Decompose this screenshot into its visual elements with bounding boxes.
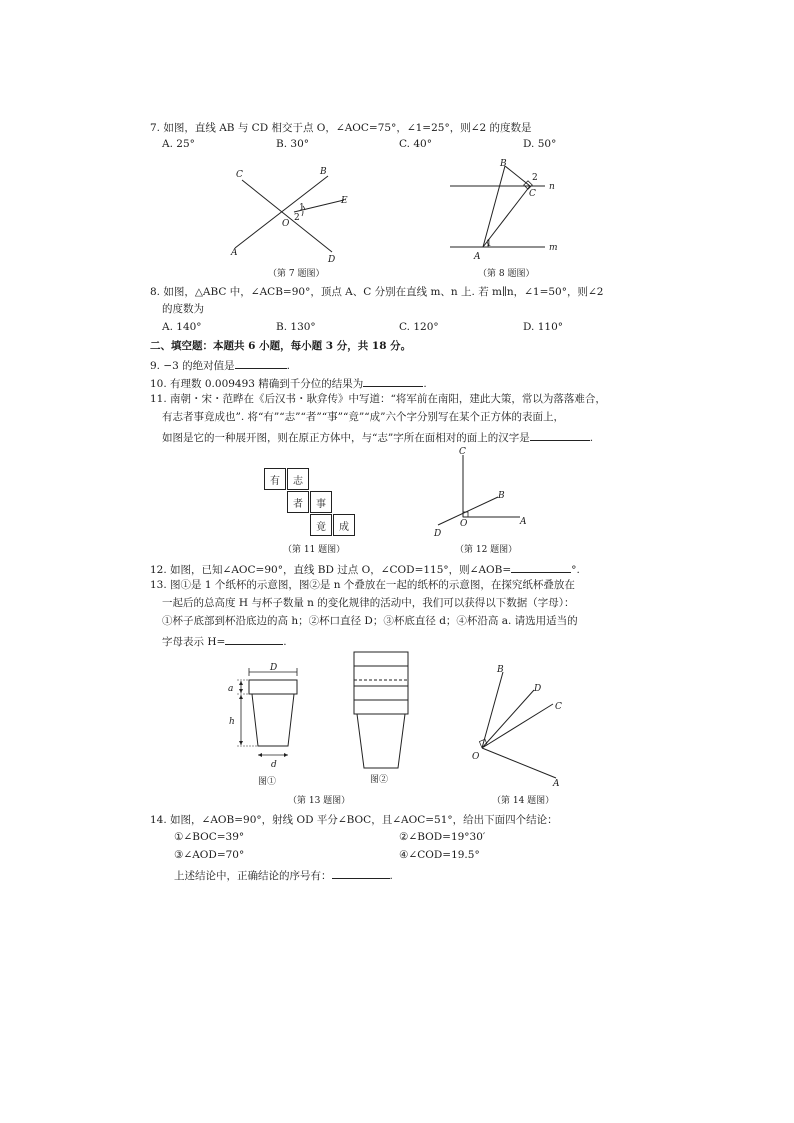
fig7-label-d: D (328, 255, 336, 265)
fig7-label-e: E (341, 196, 348, 206)
fig14-caption: （第 14 题图） (492, 796, 555, 806)
figure-7 (220, 160, 370, 265)
fig7-label-a: A (231, 248, 238, 258)
fig13-label-d-upper: D (270, 663, 278, 673)
figure-13-stack (350, 650, 412, 785)
q13-line4-text: 字母表示 H= (162, 636, 226, 648)
fig7-label-2: 2 (294, 213, 300, 223)
q8-stem-line2: 的度数为 (162, 303, 204, 315)
q10-stem: 10. 有理数 0.009493 精确到千分位的结果为 (150, 378, 364, 390)
net-cell: 有 (264, 468, 286, 490)
fig13-label-a: a (228, 684, 234, 694)
q13-line2: 一起后的总高度 H 与杯子数量 n 的变化规律的活动中，我们可以获得以下数据（字母）： (162, 597, 575, 609)
q14-conclusion-1: ①∠BOC=39° (174, 831, 245, 843)
q9-line (150, 357, 290, 373)
net-cell: 竟 (310, 514, 332, 536)
fig7-label-b: B (320, 167, 327, 177)
q8-stem-line1: 8. 如图，△ABC 中，∠ACB=90°，顶点 A、C 分别在直线 m、n 上. 若 m∥n，∠1=50°，则∠2 (150, 286, 604, 298)
q9-stem: 9. −3 的绝对值是 (150, 360, 235, 372)
net-cell: 志 (287, 468, 309, 490)
q13-line3: ①杯子底部到杯沿底边的高 h；②杯口直径 D；③杯底直径 d；④杯沿高 a. 请选用适当的 (162, 615, 578, 627)
fig12-caption: （第 12 题图） (455, 545, 518, 555)
q13-line1: 13. 图①是 1 个纸杯的示意图，图②是 n 个叠放在一起的纸杯的示意图，在探究纸杯叠放在 (150, 579, 575, 591)
figure-12 (430, 445, 540, 540)
q12-line (150, 561, 580, 577)
q8-option-b: B. 130° (276, 321, 316, 333)
fig13-caption: （第 13 题图） (288, 796, 351, 806)
q7-stem: 7. 如图，直线 AB 与 CD 相交于点 O，∠AOC=75°，∠1=25°，则∠2 的度数是 (150, 122, 532, 134)
q13-end: . (283, 636, 287, 648)
q14-stem: 14. 如图，∠AOB=90°，射线 OD 平分∠BOC，且∠AOC=51°，给出下面四个结论： (150, 814, 558, 826)
q11-line3 (162, 429, 593, 445)
fig7-label-1: 1 (299, 203, 305, 213)
q11-line2: 有志者事竟成也”. 将“有”“志”“者”“事”“竟”“成”六个字分别写在某个正方体的表面上， (162, 411, 564, 423)
fig14-label-c: C (555, 702, 562, 712)
fig13-label-d-lower: d (271, 760, 277, 770)
q12-answer-blank[interactable] (511, 561, 571, 573)
q9-end: . (286, 360, 291, 372)
q11-line1: 11. 南朝・宋・范晔在《后汉书・耿弇传》中写道：“将军前在南阳，建此大策，常以为落落难合， (150, 393, 606, 405)
q13-answer-blank[interactable] (225, 633, 283, 645)
q14-end: . (389, 870, 393, 882)
fig8-caption: （第 8 题图） (478, 269, 535, 279)
fig12-label-o: O (460, 519, 468, 529)
fig7-label-o: O (282, 219, 290, 229)
q7-option-c: C. 40° (399, 138, 432, 150)
q14-ask-line (174, 867, 393, 883)
fig8-label-b: B (500, 159, 507, 169)
q10-end: . (423, 378, 427, 390)
fig7-label-c: C (236, 170, 243, 180)
fig8-label-n: n (549, 182, 555, 192)
q14-conclusion-3: ③∠AOD=70° (174, 849, 245, 861)
q11-end: . (589, 432, 594, 444)
fig12-label-d: D (434, 529, 442, 539)
net-cell: 事 (310, 491, 332, 513)
fig8-label-a: A (474, 252, 481, 262)
fig8-label-c: C (529, 189, 536, 199)
q11-line3-text: 如图是它的一种展开图，则在原正方体中，与“志”字所在面相对的面上的汉字是 (162, 432, 530, 444)
fig12-label-b: B (498, 491, 505, 501)
section-2-title: 二、填空题：本题共 6 小题，每小题 3 分，共 18 分。 (150, 340, 412, 352)
figure-8 (445, 158, 565, 266)
net-cell: 成 (333, 514, 355, 536)
q12-stem: 12. 如图，已知∠AOC=90°，直线 BD 过点 O，∠COD=115°，则∠AOB= (150, 564, 512, 576)
q14-conclusion-4: ④∠COD=19.5° (399, 849, 480, 861)
fig12-label-a: A (520, 517, 527, 527)
q9-answer-blank[interactable] (235, 357, 287, 369)
fig8-label-m: m (549, 243, 558, 253)
figure-13-cup (222, 660, 312, 785)
fig8-label-2: 2 (532, 173, 538, 183)
q13-line4 (162, 633, 287, 649)
q7-option-b: B. 30° (276, 138, 310, 150)
q14-ask: 上述结论中，正确结论的序号有： (174, 870, 332, 882)
q12-end: °. (571, 564, 580, 576)
fig11-caption: （第 11 题图） (283, 545, 346, 555)
fig14-label-d: D (534, 684, 542, 694)
fig14-label-a: A (553, 779, 560, 789)
q8-option-d: D. 110° (523, 321, 564, 333)
fig13-label-h: h (229, 717, 235, 727)
q7-option-a: A. 25° (162, 138, 195, 150)
fig14-label-b: B (497, 665, 504, 675)
q11-answer-blank[interactable] (530, 429, 590, 441)
q10-line (150, 375, 427, 391)
q7-option-d: D. 50° (523, 138, 557, 150)
net-cell: 者 (287, 491, 309, 513)
q8-option-c: C. 120° (399, 321, 439, 333)
fig13-sub2: 图② (370, 775, 389, 785)
fig8-label-1: 1 (486, 239, 492, 249)
fig7-caption: （第 7 题图） (268, 269, 325, 279)
q10-answer-blank[interactable] (363, 375, 423, 387)
q14-answer-blank[interactable] (332, 867, 390, 879)
q14-conclusion-2: ②∠BOD=19°30′ (399, 831, 486, 843)
fig13-sub1: 图① (258, 777, 277, 787)
q8-option-a: A. 140° (162, 321, 202, 333)
fig14-label-o: O (472, 752, 480, 762)
figure-14 (470, 660, 580, 788)
fig12-label-c: C (459, 447, 466, 457)
